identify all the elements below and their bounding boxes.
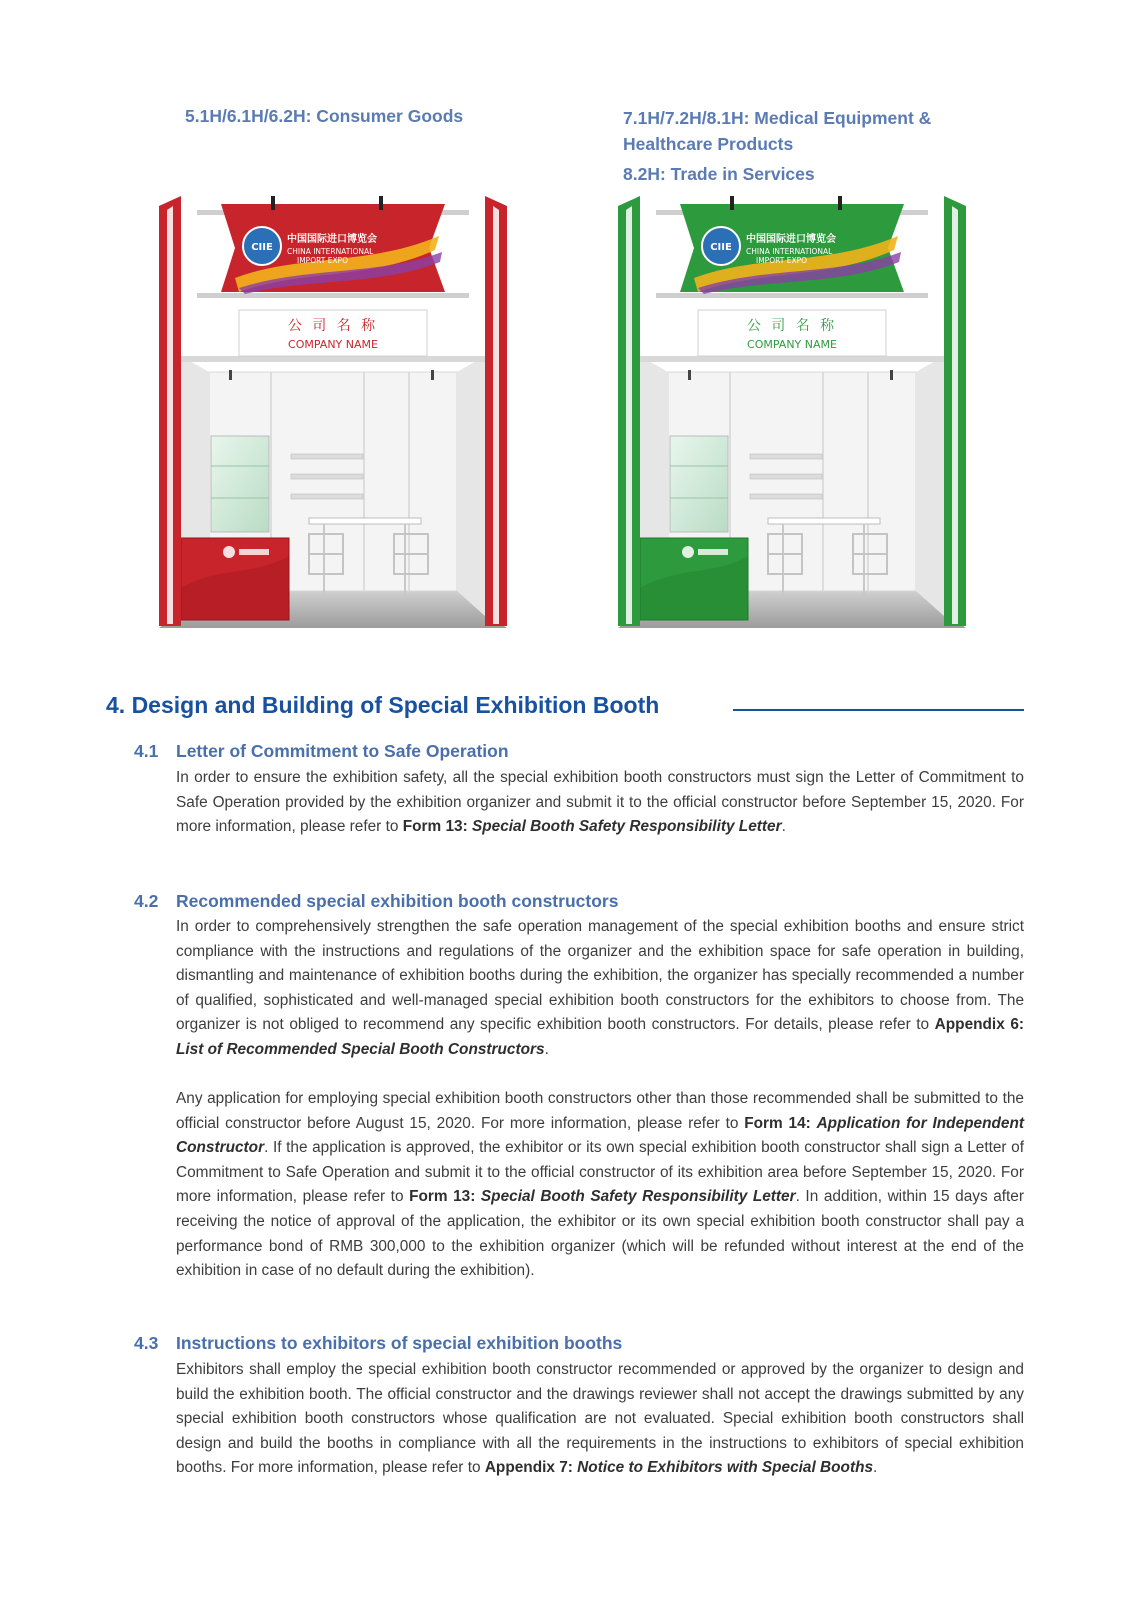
subsection-number: 4.1: [134, 741, 159, 761]
reference-title: Special Booth Safety Responsibility Letter: [471, 818, 782, 836]
caption-medical-equipment: [623, 105, 931, 187]
pillar-stripe: [493, 206, 499, 624]
subsection-title: Letter of Commitment to Safe Operation: [176, 741, 509, 761]
banner-title-en: CHINA INTERNATIONAL: [287, 247, 374, 256]
counter-logo-icon: [682, 546, 694, 558]
subsection-title: Instructions to exhibitors of special exhibition booths: [176, 1333, 623, 1353]
banner-clip: [271, 196, 275, 210]
booth-right-wall: [457, 356, 485, 616]
banner-clip: [379, 196, 383, 210]
company-name-en: COMPANY NAME: [747, 338, 837, 351]
wall-shelf: [291, 474, 363, 479]
spotlight: [688, 370, 691, 380]
booth-render-red: [159, 196, 507, 632]
paragraph-4-2-1: [176, 915, 1024, 1063]
spotlight: [229, 370, 232, 380]
reference-label: Form 14:: [744, 1114, 817, 1132]
top-frame-bar: [197, 293, 469, 298]
text: In order to ensure the exhibition safety, all the special exhibition booth constructors must sign the Letter of Commitment to Safe Operation provided by the exhibition organizer and submit it to the official constructor before September 15, 2020. For more information, please refer to: [176, 769, 1024, 836]
section-title: 4. Design and Building of Special Exhibition Booth: [106, 692, 660, 718]
banner-clip: [838, 196, 842, 210]
pillar-stripe: [626, 206, 632, 624]
fascia-beam: [181, 356, 485, 362]
text: .: [781, 818, 786, 836]
caption-consumer-goods: 5.1H/6.1H/6.2H: Consumer Goods: [185, 106, 464, 126]
counter-logo-text: [239, 549, 269, 555]
banner-title-en: CHINA INTERNATIONAL: [746, 247, 833, 256]
wall-shelf: [291, 494, 363, 499]
booth-table: [309, 518, 421, 524]
company-name-cn: 公 司 名 称: [746, 318, 838, 334]
caption-line-3: 8.2H: Trade in Services: [623, 164, 815, 184]
fascia-beam: [640, 356, 944, 362]
text: . If the application is approved, the exhibitor or its own special exhibition booth constructor shall sign a Letter of Commitment to Safe Operation and submit it to the official constructor of its exhibition area before September 15, 2020. For more information, please refer to: [176, 1139, 1024, 1206]
wall-shelf: [750, 454, 822, 459]
reference-title: Application for Independent Constructor: [176, 1114, 1024, 1157]
subsection-4-3-heading: [134, 1333, 622, 1354]
subsection-number: 4.3: [134, 1333, 159, 1353]
caption-line-1: 7.1H/7.2H/8.1H: Medical Equipment &: [623, 108, 932, 128]
subsection-4-1-heading: [134, 741, 509, 762]
banner-clip: [730, 196, 734, 210]
ciie-logo-badge: CIIE: [710, 242, 732, 253]
booth-render-green: [618, 196, 966, 632]
subsection-4-2-heading: [134, 891, 618, 912]
wall-shelf: [750, 474, 822, 479]
wall-shelf: [750, 494, 822, 499]
counter-logo-text: [698, 549, 728, 555]
ciie-logo-badge: CIIE: [251, 242, 273, 253]
text: In order to comprehensively strengthen the safe operation management of the special exhibition booths and ensure strict compliance with the instructions and regulations of the organizer and the exhibition space for safe operation in building, dismantling and maintenance of exhibition booths during the exhibition, the organizer has specially recommended a number of qualified, sophisticated and well-managed special exhibition booth constructors for the exhibitors to choose from. The organizer is not obliged to recommend any specific exhibition booth constructors. For details, please refer to: [176, 918, 1024, 1034]
reference-label: Form 13:: [402, 818, 472, 836]
spotlight: [890, 370, 893, 380]
paragraph-4-2-2: [176, 1087, 1024, 1284]
text: .: [544, 1040, 549, 1058]
section-title-rule: [733, 709, 1024, 711]
pillar-stripe: [952, 206, 958, 624]
reference-label: Appendix 7:: [484, 1459, 578, 1477]
text: Exhibitors shall employ the special exhibition booth constructor recommended or approved by the organizer to design and build the exhibition booth. The official constructor and the drawings reviewer shall not accept the drawings submitted by any special exhibition booth constructors whose qualification are not evaluated. Special exhibition booth constructors shall design and build the booths in compliance with all the requirements in the instructions to exhibitors of special exhibition booths. For more information, please refer to: [176, 1361, 1024, 1477]
text: Any application for employing special exhibition booth constructors other than those recommended shall be submitted to the official constructor before August 15, 2020. For more information, please refer to: [176, 1090, 1024, 1132]
company-name-cn: 公 司 名 称: [287, 318, 379, 334]
booth-table: [768, 518, 880, 524]
caption-line-2: Healthcare Products: [623, 134, 794, 154]
reference-label: Appendix 6:: [934, 1016, 1025, 1034]
wall-shelf: [291, 454, 363, 459]
company-name-en: COMPANY NAME: [288, 338, 378, 351]
subsection-title: Recommended special exhibition booth constructors: [176, 891, 619, 911]
reference-title: List of Recommended Special Booth Constructors: [176, 1040, 545, 1058]
counter-logo-icon: [223, 546, 235, 558]
display-cabinet: [211, 436, 269, 532]
text: . In addition, within 15 days after receiving the notice of approval of the application, the exhibitor or its own special exhibition booth constructor shall pay a performance bond of RMB 300,000 to the exhibition organizer (which will be refunded without interest at the end of the exhibition in case of no default during the exhibition).: [176, 1188, 1024, 1280]
paragraph-4-3: [176, 1358, 1024, 1481]
banner-title-cn: 中国国际进口博览会: [746, 234, 836, 245]
subsection-number: 4.2: [134, 891, 159, 911]
reference-title: Notice to Exhibitors with Special Booths: [577, 1459, 874, 1477]
top-frame-bar: [656, 293, 928, 298]
paragraph-4-1: [176, 766, 1024, 840]
booth-right-wall: [916, 356, 944, 616]
reference-label: Form 13:: [409, 1188, 481, 1206]
banner-title-en: IMPORT EXPO: [297, 256, 349, 265]
text: .: [873, 1459, 878, 1477]
pillar-stripe: [167, 206, 173, 624]
reference-title: Special Booth Safety Responsibility Letter: [480, 1188, 796, 1206]
spotlight: [431, 370, 434, 380]
banner-title-cn: 中国国际进口博览会: [287, 234, 377, 245]
display-cabinet: [670, 436, 728, 532]
banner-title-en: IMPORT EXPO: [756, 256, 808, 265]
